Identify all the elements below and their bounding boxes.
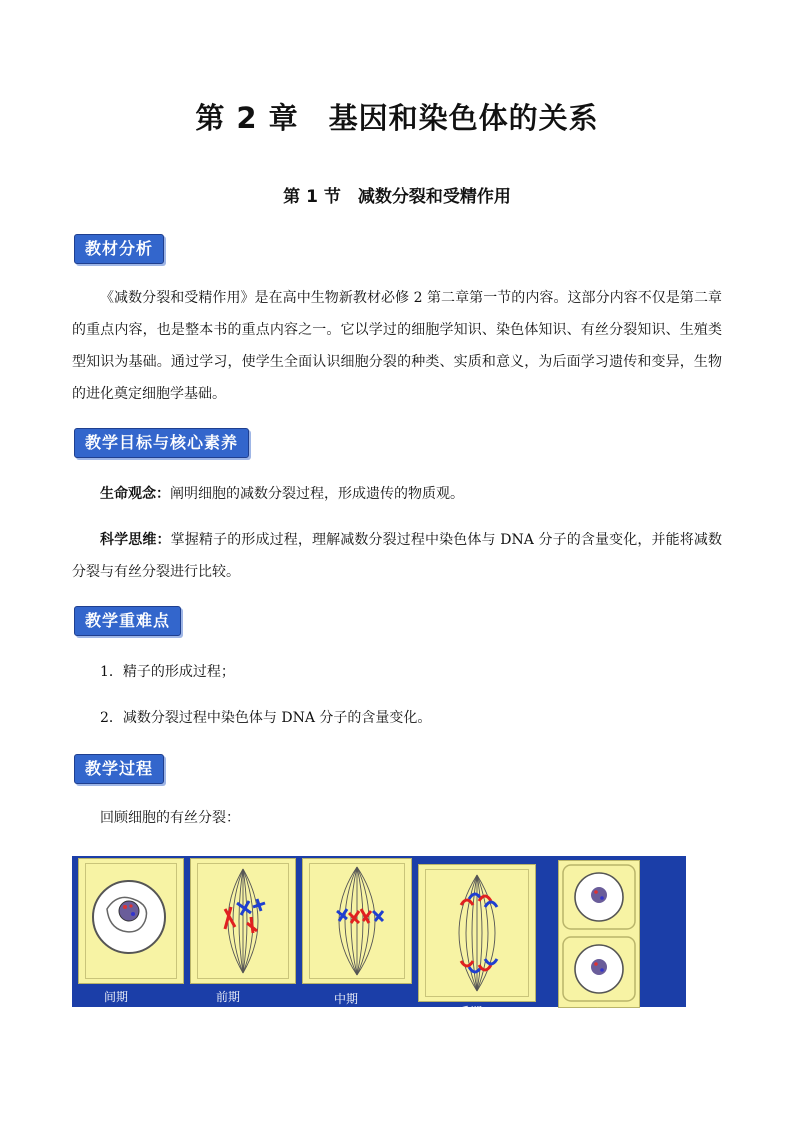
goal-science-text: 掌握精子的形成过程，理解减数分裂过程中染色体与 DNA 分子的含量变化，并能将减数分裂与有丝分裂进行比较。 <box>72 532 723 580</box>
goal-science-label: 科学思维： <box>100 532 171 548</box>
phase-label-metaphase: 中期 <box>334 992 359 1006</box>
goal-science-paragraph <box>72 524 722 588</box>
interphase-cell <box>78 858 184 984</box>
phase-label-anaphase: 后期 <box>458 1005 483 1019</box>
goal-life-paragraph <box>72 478 722 510</box>
analysis-paragraph: 《减数分裂和受精作用》是在高中生物新教材必修 2 第二章第一节的内容。这部分内容不仅是第二章的重点内容，也是整本书的重点内容之一。它以学过的细胞学知识、染色体知识、有丝分裂知识、生殖类型知识为基础。通过学习，使学生全面认识细胞分裂的种类、实质和意义，为后面学习遗传和变异，生物的进化奠定细胞学基础。 <box>72 290 722 402</box>
phase-label-telophase: 末期 <box>592 1007 617 1021</box>
anaphase-cell <box>418 864 536 1002</box>
section-title: 第 1 节 减数分裂和受精作用 <box>283 187 511 207</box>
goal-life-text: 阐明细胞的减数分裂过程，形成遗传的物质观。 <box>170 486 464 502</box>
process-intro: 回顾细胞的有丝分裂： <box>100 810 240 826</box>
anaphase-drawing <box>419 865 535 1001</box>
badge-process: 教学过程 <box>74 754 164 784</box>
chapter-title: 第 2 章 基因和染色体的关系 <box>195 101 599 135</box>
phase-label-interphase: 间期 <box>104 990 129 1004</box>
badge-goals: 教学目标与核心素养 <box>74 428 249 458</box>
badge-key-points: 教学重难点 <box>74 606 181 636</box>
telophase-drawing <box>559 861 639 1007</box>
badge-analysis: 教材分析 <box>74 234 164 264</box>
key-point-item-2: 2．减数分裂过程中染色体与 DNA 分子的含量变化。 <box>100 710 432 726</box>
prophase-drawing <box>191 859 295 983</box>
mitosis-figure <box>72 856 686 1021</box>
key-point-item-1: 1．精子的形成过程； <box>100 664 235 680</box>
phase-label-prophase: 前期 <box>216 990 241 1004</box>
prophase-cell <box>190 858 296 984</box>
goal-life-label: 生命观念： <box>100 486 170 502</box>
telophase-cell <box>558 860 640 1008</box>
interphase-drawing <box>79 859 183 983</box>
metaphase-cell <box>302 858 412 984</box>
metaphase-drawing <box>303 859 411 983</box>
